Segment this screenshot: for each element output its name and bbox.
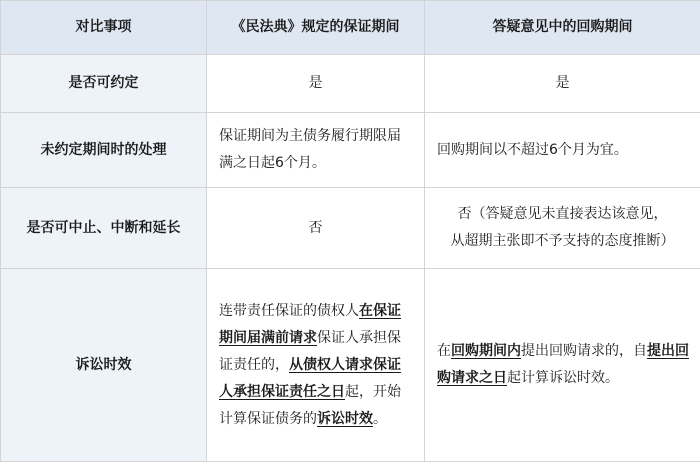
opinion-line: 从超期主张即不予支持的态度推断） [425, 228, 700, 255]
table-row [1, 269, 700, 462]
header-repurchase-period: 答疑意见中的回购期间 [425, 1, 700, 55]
row-label: 未约定期间时的处理 [1, 113, 207, 188]
row-label: 诉讼时效 [1, 269, 207, 462]
opinion-cell [425, 188, 700, 269]
table-row [1, 188, 700, 269]
row-label: 是否可约定 [1, 55, 207, 113]
text-span: 保证人承担保证责任的， [219, 330, 401, 373]
text-span: 起，开始计算保证债务的 [219, 384, 401, 427]
table-header-row [1, 1, 700, 55]
civil-code-cell: 是 [207, 55, 425, 113]
emphasis-text: 诉讼时效 [317, 411, 373, 427]
opinion-cell [425, 269, 700, 462]
row-label: 是否可中止、中断和延长 [1, 188, 207, 269]
text-span: 起计算诉讼时效。 [507, 370, 619, 386]
opinion-line: 否（答疑意见未直接表达该意见， [425, 201, 700, 228]
table-row [1, 113, 700, 188]
header-comparison-item: 对比事项 [1, 1, 207, 55]
civil-code-cell [207, 269, 425, 462]
emphasis-text: 回购期间内 [451, 343, 521, 359]
text-span: 提出回购请求的，自 [521, 343, 647, 359]
table-row [1, 55, 700, 113]
emphasis-text: 提出回购请求之日 [437, 343, 689, 386]
civil-code-cell: 保证期间为主债务履行期限届满之日起6个月。 [207, 113, 425, 188]
text-span: 。 [373, 411, 387, 427]
emphasis-text: 在保证期间届满前请求 [219, 303, 401, 346]
header-civil-code-period: 《民法典》规定的保证期间 [207, 1, 425, 55]
text-span: 连带责任保证的债权人 [219, 303, 359, 319]
opinion-cell: 是 [425, 55, 700, 113]
opinion-cell: 回购期间以不超过6个月为宜。 [425, 113, 700, 188]
civil-code-cell: 否 [207, 188, 425, 269]
emphasis-text: 从债权人请求保证人承担保证责任之日 [219, 357, 401, 400]
text-span: 在 [437, 343, 451, 359]
